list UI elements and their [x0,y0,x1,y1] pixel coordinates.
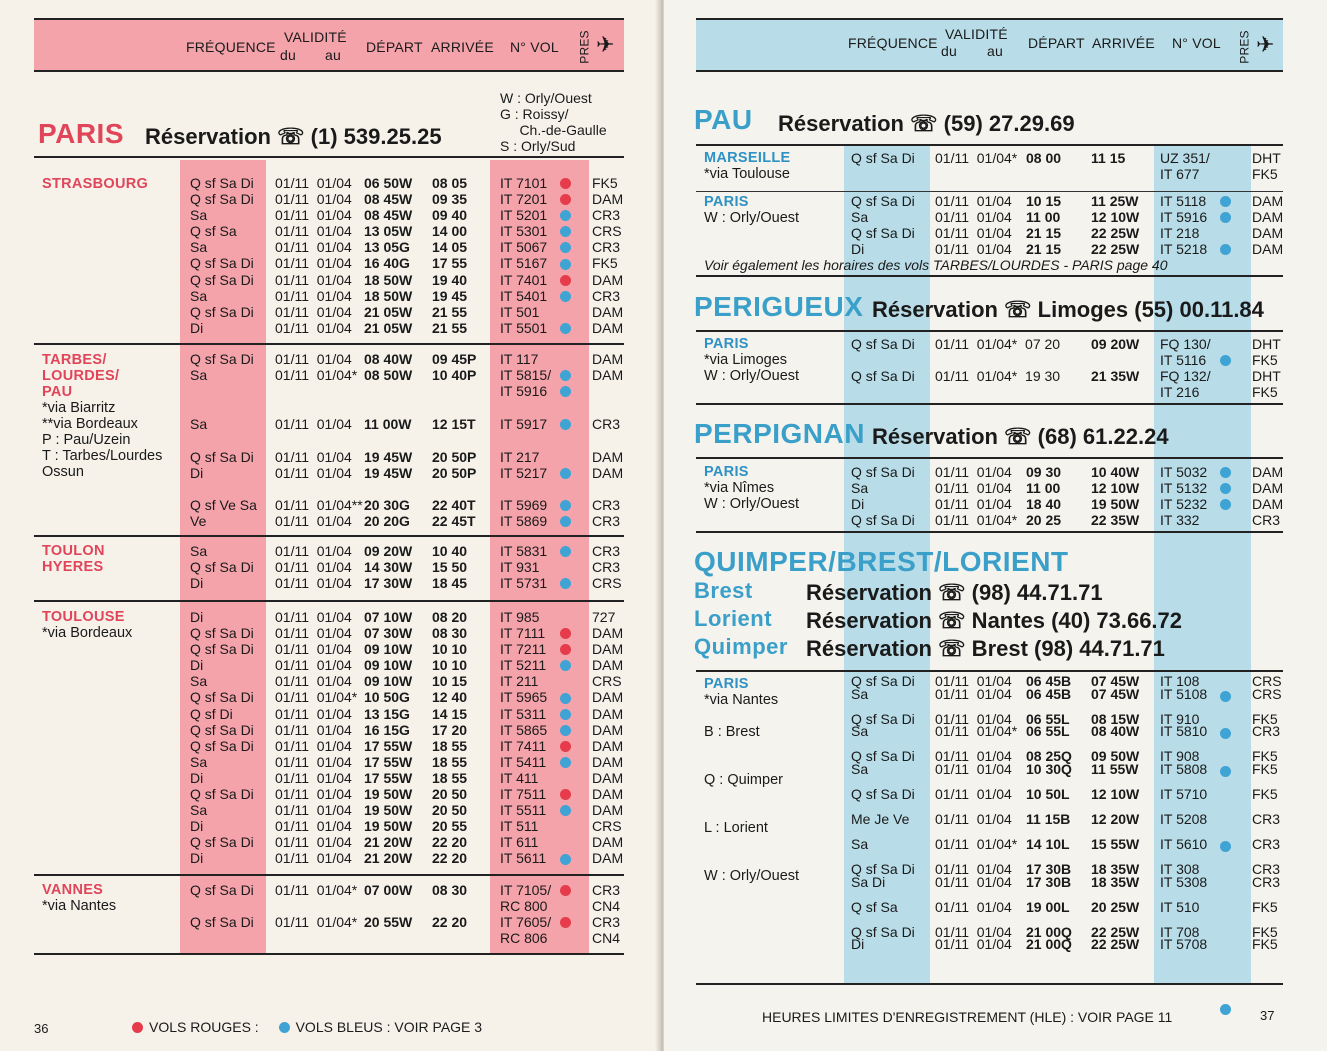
validity-cell: 01/11 01/04 01/11 01/04 01/11 01/04 01/11 01/04 01/11 01/04 01/11 01/04* 01/11 01/04 01/11 01/04 01/11 01/04 01/11 01/04 01/11 01/04 01/11 01/04 01/11 01/04 01/11 01/04 01/11 01/04 01/11 01/04 [275,609,358,867]
flight-number-cell: IT 7605/ RC 806 [500,914,552,947]
section-title: PERPIGNAN [694,418,865,449]
divider [34,535,624,537]
aircraft-cell: DHT FK5 [1252,150,1281,183]
divider [34,874,624,876]
arrival-cell: 22 20 [432,914,468,930]
paris-reservation: Réservation ☏ (1) 539.25.25 [145,124,442,149]
divider [34,600,624,602]
origin-city: TOULON HYERES [42,543,105,575]
airport-codes: W : Orly/Ouest G : Roissy/ Ch.-de-Gaulle S : Orly/Sud [500,90,607,154]
arrival-cell: 09 45P 10 40P [432,351,477,384]
blue-dot-icon [560,291,571,302]
divider [696,144,1283,146]
header-du: du [280,47,296,63]
validity-cell: 01/11 01/04* [275,882,358,898]
arrival-cell: 10 40 15 50 18 45 [432,543,468,592]
origin-block [42,609,132,641]
header-au: au [325,47,341,63]
validity-cell: 01/11 01/04 01/11 01/04 01/11 01/04 01/11 01/04 [935,193,1012,258]
flight-number-cell: IT 217 IT 5217 [500,449,548,482]
divider [696,403,1283,405]
origin-block [704,194,799,226]
validity-cell: 01/11 01/04** 01/11 01/04 [275,497,363,530]
section-title: PAU [694,104,753,135]
divider [696,330,1283,332]
blue-dot-icon [279,1022,290,1033]
origin-city: MARSEILLE [704,150,791,166]
section-title: PERIGUEUX [694,291,864,322]
frequency-cell: Q sf Sa Di [851,150,915,166]
origin-block [42,882,116,914]
validity-cell: 01/11 01/04 01/11 01/04 01/11 01/04 [275,543,352,592]
header-frequence: FRÉQUENCE [848,35,938,51]
header-nvol: N° VOL [510,39,559,55]
departure-cell: 20 55W [364,914,413,930]
right-page [664,0,1327,1051]
arrival-cell: 07 45W 07 45W 08 15W 08 40W 09 50W 11 55W 12 10W 12 20W 15 55W 18 35W 18 35W 20 25W 22 25W 22 25W [1091,673,1140,953]
divider [34,343,624,345]
frequency-cell: Q sf Sa Di Q sf Sa Di [851,336,915,385]
left-page-number: 36 [34,1021,49,1036]
origin-note: *via Bordeaux [42,625,133,641]
validity-cell: 01/11 01/04 01/11 01/04 [275,449,352,482]
header-au: au [987,43,1003,59]
aircraft-cell: DAM DAM [592,351,624,384]
header-du: du [941,43,957,59]
arrival-cell: 09 20W 21 35W [1091,336,1140,385]
blue-dot-icon [560,546,571,557]
red-dot-icon [560,885,571,896]
aircraft-cell: DAM DAM DAM DAM [1252,193,1284,258]
origin-note: *via Biarritz **via Bordeaux P : Pau/Uzein T : Tarbes/Lourdes Ossun [42,400,163,480]
origin-block [704,150,790,182]
airplane-icon: ✈ [596,32,615,57]
origin-note: *via Nantes B : Brest Q : Quimper L : Lorient W : Orly/Ouest [704,692,800,884]
flight-number-cell: IT 5969 IT 5869 [500,497,548,530]
blue-dot-icon [560,693,571,704]
departure-cell: 07 00W [364,882,413,898]
flight-number-cell: UZ 351/ IT 677 [1160,150,1210,183]
aircraft-cell: CRS CRS FK5 CR3 FK5 FK5 FK5 CR3 CR3 CR3 CR3 FK5 FK5 FK5 [1252,673,1282,953]
departure-cell: 07 10W 07 30W 09 10W 09 10W 09 10W 10 50G 13 15G 16 15G 17 55W 17 55W 17 55W 19 50W 19 50W 19 50W 21 20W 21 20W [364,609,413,867]
origin-city: PARIS [704,336,749,352]
aircraft-cell: DAM DAM [592,449,624,482]
validity-cell: 01/11 01/04 [275,416,352,432]
departure-cell: 08 00 [1026,150,1062,166]
blue-dot-icon [560,419,571,430]
flight-number-cell: IT 5032 IT 5132 IT 5232 IT 332 [1160,464,1208,529]
origin-city: TARBES/ LOURDES/ PAU [42,352,120,400]
validity-cell: 01/11 01/04* [935,150,1018,166]
blue-dot-icon [560,854,571,865]
validity-cell: 01/11 01/04 01/11 01/04 01/11 01/04 01/11 01/04 01/11 01/04 01/11 01/04 01/11 01/04 01/11 01/04 01/11 01/04 01/11 01/04 [275,175,352,336]
origin-block [704,336,799,384]
origin-block [704,676,799,884]
arrival-cell: 08 30 [432,882,468,898]
departure-cell: 20 30G 20 20G [364,497,410,530]
origin-block [42,176,148,192]
header-depart: DÉPART [366,39,423,55]
header-pres: PRES [577,30,592,64]
origin-block [42,352,162,480]
aircraft-cell: DAM DAM DAM CR3 [1252,464,1284,529]
frequency-cell: Q sf Sa Di [190,914,254,930]
frequency-cell: Sa [190,416,208,432]
origin-city: TOULOUSE [42,609,125,625]
flight-number-cell: IT 985 IT 7111 IT 7211 IT 5211 IT 211 IT 5965 IT 5311 IT 5865 IT 7411 IT 5411 IT 411 IT 7511 IT 5511 IT 511 IT 611 IT 5611 [500,609,548,867]
arrival-cell: 12 15T [432,416,476,432]
blue-dot-icon [560,709,571,720]
red-dot-icon [560,275,571,286]
origin-note: *via Toulouse [704,166,790,182]
reservation-line: Réservation ☏ Limoges (55) 00.11.84 [872,297,1264,322]
validity-cell: 01/11 01/04* [275,914,358,930]
blue-dot-icon [560,757,571,768]
left-page [0,0,660,1051]
frequency-cell: Q sf Sa Di [190,882,254,898]
frequency-cell: Q sf Sa Di Sa Di Q sf Sa Di [851,464,915,529]
frequency-cell: Q sf Sa Di Sa [190,351,254,384]
frequency-cell: Di Q sf Sa Di Q sf Sa Di Di Sa Q sf Sa Di Q sf Di Q sf Sa Di Q sf Sa Di Sa Di Q sf Sa Di Sa Di Q sf Sa Di Di [190,609,254,867]
origin-city: STRASBOURG [42,176,149,192]
origin-block [704,464,799,512]
frequency-cell: Q sf Ve Sa Ve [190,497,257,530]
arrival-cell: 11 15 [1091,150,1126,166]
hle-footer: HEURES LIMITES D'ENREGISTREMENT (HLE) : VOIR PAGE 11 [762,1009,1173,1025]
origin-note: *via Nîmes W : Orly/Ouest [704,480,800,512]
reservation-line: Réservation ☏ (68) 61.22.24 [872,424,1169,449]
frequency-cell: Q sf Sa Di Sa Q sf Sa Di Di [851,193,915,258]
header-pres: PRES [1237,30,1252,64]
reservation-line: Réservation ☏ (59) 27.29.69 [778,111,1075,136]
arrival-cell: 08 05 09 35 09 40 14 00 14 05 17 55 19 40 19 45 21 55 21 55 [432,175,468,336]
blue-dot-icon [1220,467,1231,478]
header-depart: DÉPART [1028,35,1085,51]
origin-city: PARIS [704,194,749,210]
departure-cell: 11 00W [364,416,412,432]
red-dot-icon [560,178,571,189]
arrival-cell: 11 25W 12 10W 22 25W 22 25W [1091,193,1140,258]
blue-dot-icon [1220,1004,1231,1015]
red-dot-icon [560,741,571,752]
legend [132,1019,482,1035]
aircraft-cell: DHT FK5 DHT FK5 [1252,336,1281,401]
reservation-line: Réservation ☏ (98) 44.71.71 [806,580,1103,605]
origin-block [42,543,105,575]
header-validite: VALIDITÉ [945,26,1008,42]
frequency-cell: Q sf Sa Di Sa Q sf Sa Di Sa Q sf Sa Di Sa Q sf Sa Di Me Je Ve Sa Q sf Sa Di Sa Di Q sf Sa Q sf Sa Di Di [851,673,915,953]
origin-note: W : Orly/Ouest [704,210,800,226]
red-dot-icon [132,1022,143,1033]
departure-cell: 19 45W 19 45W [364,449,413,482]
arrival-cell: 22 40T 22 45T [432,497,476,530]
departure-cell: 08 40W 08 50W [364,351,413,384]
origin-city: PARIS [704,676,749,692]
aircraft-cell: CR3 CN4 [592,914,621,947]
validity-cell: 01/11 01/04 01/11 01/04 01/11 01/04 01/11 01/04* 01/11 01/04 01/11 01/04 01/11 01/04 01/11 01/04 01/11 01/04* 01/11 01/04 01/11 01/04 01/11 01/04 01/11 01/04 01/11 01/04 [935,673,1018,953]
departure-cell: 06 45B 06 45B 06 55L 06 55L 08 25Q 10 30Q 10 50L 11 15B 14 10L 17 30B 17 30B 19 00L 21 00Q 21 00Q [1026,673,1072,953]
arrival-cell: 10 40W 12 10W 19 50W 22 35W [1091,464,1140,529]
divider [696,670,1283,672]
frequency-cell: Q sf Sa Di Q sf Sa Di Sa Q sf Sa Sa Q sf Sa Di Q sf Sa Di Sa Q sf Sa Di Di [190,175,254,336]
quimper-city: Quimper [694,634,788,659]
header-validite: VALIDITÉ [284,29,347,45]
frequency-cell: Q sf Sa Di Di [190,449,254,482]
divider [696,275,1283,277]
reservation-line: Réservation ☏ Brest (98) 44.71.71 [806,636,1165,661]
quimper-city: Lorient [694,606,773,631]
blue-dot-icon [1220,766,1231,777]
aircraft-cell: CR3 CR3 CRS [592,543,622,592]
pau-note: Voir également les horaires des vols TARBES/LOURDES - PARIS page 40 [704,257,1168,273]
right-page-number: 37 [1260,1008,1275,1023]
departure-cell: 09 30 11 00 18 40 20 25 [1026,464,1062,529]
origin-city: PARIS [704,464,749,480]
flight-number-cell: IT 5917 [500,416,548,432]
flight-number-cell: IT 7101 IT 7201 IT 5201 IT 5301 IT 5067 IT 5167 IT 7401 IT 5401 IT 501 IT 5501 [500,175,548,336]
origin-note: *via Limoges W : Orly/Ouest [704,352,800,384]
frequency-cell: Sa Q sf Sa Di Di [190,543,254,592]
red-dot-icon [560,917,571,928]
reservation-line: Réservation ☏ Nantes (40) 73.66.72 [806,608,1183,633]
flight-number-cell: IT 5831 IT 931 IT 5731 [500,543,548,592]
departure-cell: 09 20W 14 30W 17 30W [364,543,413,592]
aircraft-cell: CR3 CN4 [592,882,621,915]
city-title-paris: PARIS [38,118,124,149]
blue-dot-icon [560,259,571,270]
aircraft-cell: 727 DAM DAM DAM CRS DAM DAM DAM DAM DAM DAM DAM DAM CRS DAM DAM [592,609,624,867]
legend-blue: VOLS BLEUS : VOIR PAGE 3 [295,1019,483,1035]
blue-dot-icon [560,500,571,511]
flight-number-cell: IT 108 IT 5108 IT 910 IT 5810 IT 908 IT 5808 IT 5710 IT 5208 IT 5610 IT 308 IT 5308 IT 510 IT 708 IT 5708 [1160,673,1208,953]
flight-number-cell: IT 5118 IT 5916 IT 218 IT 5218 [1160,193,1208,258]
blue-dot-icon [1220,691,1231,702]
header-frequence: FRÉQUENCE [186,39,276,55]
flight-number-cell: IT 7105/ RC 800 [500,882,552,915]
aircraft-cell: FK5 DAM CR3 CRS CR3 FK5 DAM CR3 DAM DAM [592,175,624,336]
header-arrivee: ARRIVÉE [1092,35,1155,51]
validity-cell: 01/11 01/04 01/11 01/04 01/11 01/04 01/11 01/04* [935,464,1018,529]
flight-number-cell: IT 117 IT 5815/ IT 5916 [500,351,552,400]
departure-cell: 06 50W 08 45W 08 45W 13 05W 13 05G 16 40G 18 50W 18 50W 21 05W 21 05W [364,175,413,336]
arrival-cell: 20 50P 20 50P [432,449,477,482]
divider [696,457,1283,459]
divider [696,191,1283,192]
quimper-city: Brest [694,578,753,603]
aircraft-cell: CR3 [592,416,621,432]
airplane-icon: ✈ [1256,32,1275,57]
blue-dot-icon [1220,196,1231,207]
validity-cell: 01/11 01/04* 07 20 01/11 01/04* 19 30 [935,336,1061,385]
arrival-cell: 08 20 08 30 10 10 10 10 10 15 12 40 14 15 17 20 18 55 18 55 18 55 20 50 20 50 20 55 22 20 22 20 [432,609,468,867]
origin-city: VANNES [42,882,104,898]
departure-cell: 10 15 11 00 21 15 21 15 [1026,193,1062,258]
legend-red: VOLS ROUGES : [149,1019,259,1035]
flight-number-cell: FQ 130/ IT 5116 FQ 132/ IT 216 [1160,336,1211,401]
divider [696,531,1283,533]
aircraft-cell: CR3 CR3 [592,497,621,530]
validity-cell: 01/11 01/04 01/11 01/04* [275,351,358,384]
blue-dot-icon [560,725,571,736]
blue-dot-icon [560,323,571,334]
header-nvol: N° VOL [1172,35,1221,51]
header-arrivee: ARRIVÉE [431,39,494,55]
section-title: QUIMPER/BREST/LORIENT [694,546,1069,577]
origin-note: *via Nantes [42,898,117,914]
